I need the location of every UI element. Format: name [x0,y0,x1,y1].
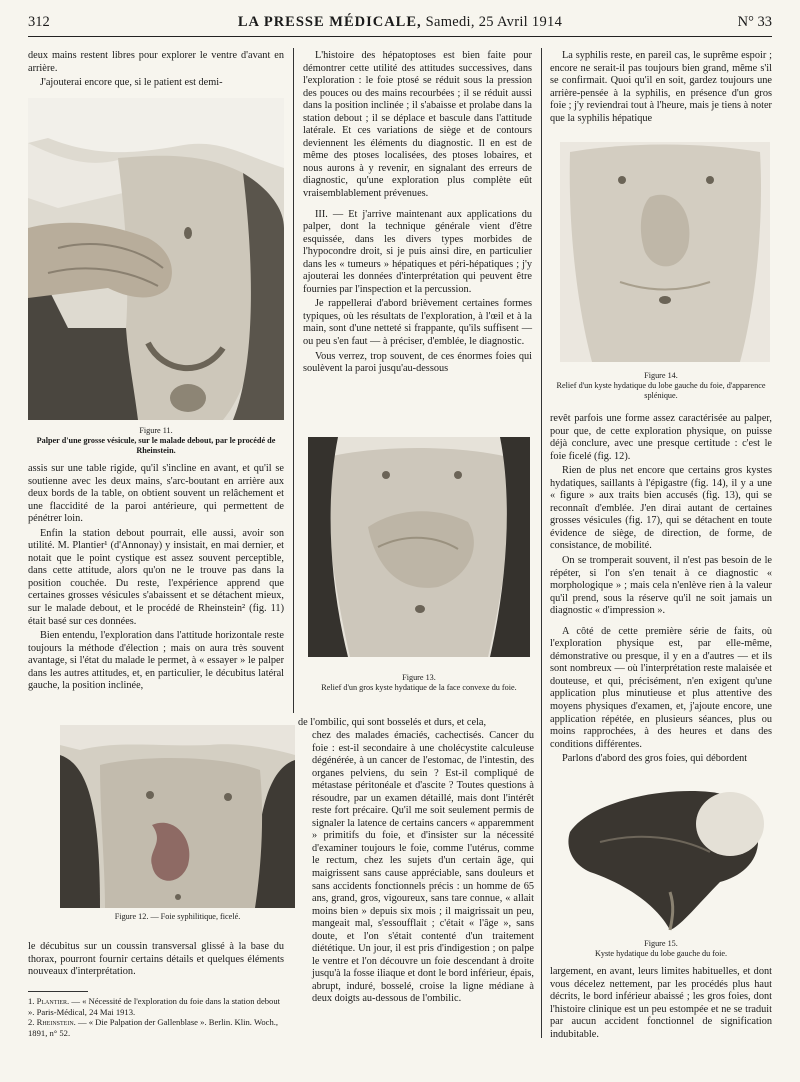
footnote-1 [28,996,284,1017]
column-separator [293,48,294,713]
paragraph: Je rappellerai d'abord brièvement certaines formes typiques, où les résultats de l'exploration, à l'œil et à la main, sont d'une netteté si frappante, qu'ils suffisent — ou peu s'en faut — à préciser, d'emblée, le diagnostic. [303,298,532,348]
standing-patient-palpation-illustration [28,98,284,420]
column-2-top [303,50,532,378]
figure-11-caption [28,426,284,456]
journal-name: LA PRESSE MÉDICALE, [237,14,422,30]
footnote-2 [28,1017,284,1038]
column-1-top [28,50,284,92]
page-header [28,12,772,37]
paragraph: A côté de cette première série de faits, où l'exploration physique est, par elle-même, démonstrative ou presque, il y en a d'autres — et ils sont nombreux — où l'interprétation reste malaisée et douteuse, et qui, précisément, n'en exigent qu'une application plus minutieuse et plus attentive des moyens physiques d'examen, et, j'ajoute encore, une application répétée, en plusieurs séances, plus ou moins rapprochées, à des heures et dans des conditions différentes. [550,625,772,750]
column-separator [541,48,542,1038]
issue-date: Samedi, 25 Avril 1914 [425,14,563,30]
figure-caption-text: Kyste hydatique du lobe gauche du foie. [594,949,728,958]
figure-label: Figure 11. [139,426,173,435]
paragraph: Rien de plus net encore que certains gros kystes hydatiques, saillants à l'épigastre (fig. 14), il y a une « figure » aux traits bien accusés (fig. 13), qui se reconnaît d'emblée. J'en dirai autant de certaines grosses vésicules (fig. 17), qui se détachent en toute évidence de siège, de direction, de forme, de consistance, de mobilité. [550,465,772,552]
footnotes [28,996,284,1038]
paragraph: La syphilis reste, en pareil cas, le suprême espoir ; encore ne serait-il pas toujours bien grand, même s'il se confirmait. Quoi qu'il en soit, gardez toujours une arrière-pensée à la syphilis, en présence d'un gros foie ; j'y reviendrai tout à l'heure, mais je tiens à noter que la syphilis hépatique [550,50,772,124]
paragraph: On se tromperait souvent, il n'est pas besoin de le répéter, si l'on s'en tenait à ce diagnostic « morphologique » ; mais cela n'enlève rien à la valeur qu'il prend, sous la réserve qu'il ne soit jamais un diagnostic « d'impression ». [550,555,772,617]
paragraph: L'histoire des hépatoptoses est bien faite pour démontrer cette utilité des attitudes successives, dans l'exploration : le foie ptosé se réduit sous la pression des pouces ou des mains recourbées ; il se réduit aussi dans la position inclinée ; il s'abaisse et prolabe dans la station debout ; il se déplace et bascule dans l'attitude latérale. Et ces variations de siège et de contours deviennent les éléments du diagnostic. Il en est de même des ptoses localisées, des ptoses lobaires, et nous aurons à y revenir, en signalant des erreurs de diagnostic, qu'une exploration plus complète eût vraisemblablement prévenues. [303,50,532,200]
paragraph: deux mains restent libres pour explorer le ventre d'avant en arrière. [28,50,284,74]
column-1-bottom [28,941,284,981]
figure-label: Figure 15. [644,939,678,948]
paragraph: Bien entendu, l'exploration dans l'attitude horizontale reste toujours la méthode d'élection ; mais on aura très souvent avantage, si l'état du malade le permet, à « essayer » le palper dans les autres attitudes, et, en particulier, le décubitus latéral gauche, la position inclinée, [28,630,284,692]
column-3-bottom [550,966,772,1043]
liver-with-cyst-illustration [560,752,772,932]
column-1-middle [28,463,284,695]
paragraph: Enfin la station debout pourrait, elle aussi, avoir son utilité. M. Plantier¹ (d'Annonay) y insistait, en mai dernier, et notait que le point cystique est assez souvent perceptible, dans cette attitude, alors qu'on ne le trouve pas dans la position couchée. Du reste, l'expérience apprend que certaines grosses vésicules s'abaissent et se détachent mieux, sur le malade debout, et le procédé de Rheinstein² (fig. 11) était basé sur ces données. [28,527,284,627]
column-3-middle [550,413,772,768]
figure-caption-text: Figure 12. — Foie syphilitique, ficelé. [114,912,241,921]
figure-15-caption [550,939,772,959]
paragraph: revêt parfois une forme assez caractérisée au palper, pour que, de cette exploration physique, on puisse déjà conclure, avec une presque certitude : c'est le foie ficelé (fig. 12). [550,413,772,462]
paragraph: J'ajouterai encore que, si le patient est demi- [40,77,223,89]
paragraph: Vous verrez, trop souvent, de ces énormes foies qui soulèvent la paroi jusqu'au-dessous [303,350,532,375]
figure-12-caption [60,912,295,922]
paragraph: le décubitus sur un coussin transversal glissé à la base du thorax, pourront fournir certains détails et quelques éléments nouveaux d'interprétation. [28,941,284,978]
figure-14-caption [550,371,772,401]
footnote-text: — « Nécessité de l'exploration du foie dans la station debout ». Paris-Médical, 24 Mai 1913. [28,996,281,1017]
hydatid-cyst-torso-illustration [308,437,530,657]
figure-label: Figure 13. [402,673,436,682]
paragraph: de l'ombilic, qui sont bosselés et durs, et cela, [298,717,487,728]
journal-masthead [28,14,772,31]
figure-15-image [560,752,772,932]
paragraph: Parlons d'abord des gros foies, qui débordent [562,753,748,765]
column-2-bottom [312,730,534,1008]
figure-label: Figure 14. [644,371,678,380]
left-lobe-cyst-torso-illustration [560,142,770,362]
figure-11-image [28,98,284,420]
footnote-rule [28,991,88,992]
paragraph: III. — Et j'arrive maintenant aux applications du palper, dont la technique générale vient d'être esquissée, dans les divers types morbides de l'hypocondre droit, si je puis ainsi dire, en particulier dans les « tumeurs » hépatiques et péri-hépatiques ; j'y ajouterai les données d'interprétation qui peuvent être fournies par l'inspection et la percussion. [303,208,532,295]
figure-13-image [308,437,530,657]
column-3-top [550,50,772,127]
figure-13-caption [303,673,535,693]
footnote-text: — « Die Palpation der Gallenblase ». Berlin. Klin. Woch., 1891, n° 52. [28,1017,279,1038]
footnote-author: 2. Rheinstein. [28,1017,76,1027]
page-number: 312 [28,14,50,30]
figure-caption-text: Palper d'une grosse vésicule, sur le malade debout, par le procédé de Rheinstein. [36,436,276,455]
paragraph: assis sur une table rigide, qu'il s'incline en avant, et qu'il se soutienne avec les deux mains, s'arc-boutant en arrière aux deux bords de la table, on obtient souvent un relâchement et une flaccidité de la paroi antérieure, qui permettent de pénétrer loin. [28,463,284,525]
syphilitic-liver-torso-illustration [60,725,295,908]
footnote-author: 1. Plantier. [28,996,70,1006]
paragraph: chez des malades émaciés, cachectisés. Cancer du foie : est-il secondaire à une cholécystite calculeuse dégénérée, à un cancer de l'estomac, de l'intestin, des organes pelviens, du sein ? Est-il compliqué de métastase péritonéale et d'ascite ? Toutes questions à résoudre, par un examen détaillé, mais dont l'intérêt reste fort précaire. Qu'il me soit seulement permis de signaler la latence de certains cancers « apparemment » primitifs du foie, et d'insister sur la nécessité d'examiner toujours le foie, comme l'utérus, comme le rectum, chez les sujets d'un certain âge, qui maigrissent sans cause appréciable, sans douleurs et sans accidents fonctionnels précis : un homme de 65 ans, grand, gros, vigoureux, sans tare connue, « allait moins bien » depuis six mois ; il maigrissait un peu, mangeait mal, s'essoufflait ; c'était « l'âge », sans doute, et l'on s'était contenté d'un traitement diététique. Un jour, il est pris d'indigestion ; on palpe le ventre et l'on découvre un foie descendant à droite jusqu'à la fosse iliaque et dont le bord inférieur, épais, abrupt, induré, bosselé, croise la ligne médiane à deux doigts au-dessous de l'ombilic. [312,730,534,1005]
issue-number: N° 33 [737,14,772,30]
figure-12-image [60,725,295,908]
figure-caption-text: Relief d'un gros kyste hydatique de la face convexe du foie. [321,683,517,692]
figure-14-image [560,142,770,362]
figure-caption-text: Relief d'un kyste hydatique du lobe gauche du foie, d'apparence splénique. [556,381,766,400]
paragraph: largement, en avant, leurs limites habituelles, et dont vous décelez nettement, par les procédés plus haut décrits, le bord inférieur abaissé ; les gros foies, dont l'histoire clinique est un peu estompée et ne se traduit par aucun accident fonctionnel de signification indubitable. [550,966,772,1040]
